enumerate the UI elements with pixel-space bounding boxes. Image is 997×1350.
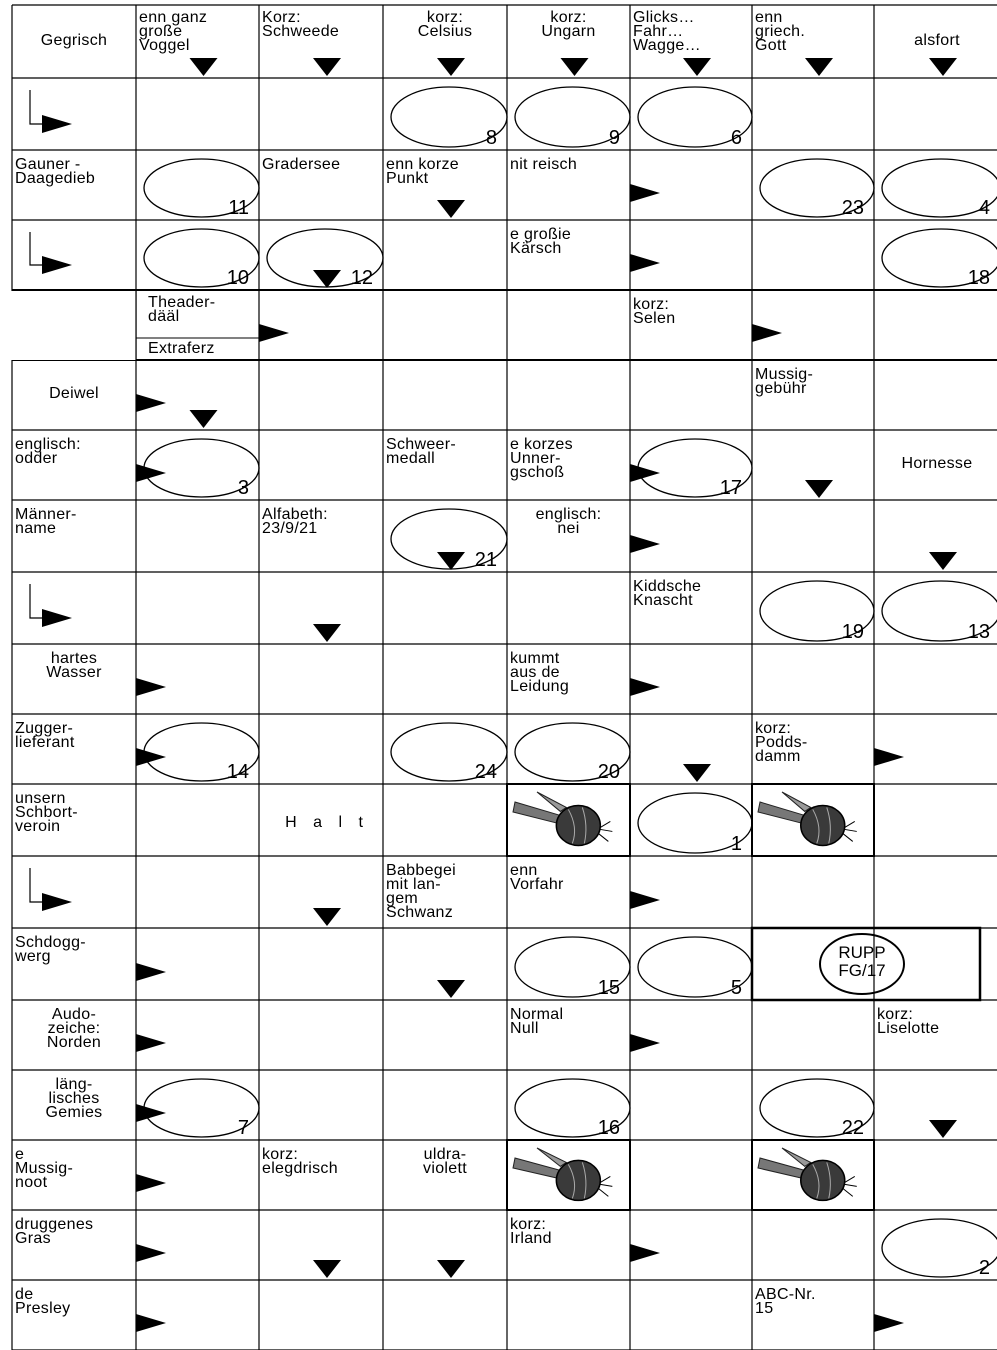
onion-bulb-icon <box>801 1160 845 1200</box>
down-arrow-icon <box>805 58 833 76</box>
clue-cell: korz: Irland <box>510 1216 552 1247</box>
clue-cell: korz: elegdrisch <box>262 1146 338 1177</box>
blank-cell <box>0 291 136 360</box>
right-arrow-icon <box>752 324 782 342</box>
circle-number: 3 <box>237 477 249 499</box>
right-arrow-icon <box>136 678 166 696</box>
clue-cell: Korz: Schweede <box>262 9 340 40</box>
circle-number: 6 <box>730 127 742 149</box>
clue-cell: korz: Selen <box>633 296 676 327</box>
clue-cell: de Presley <box>15 1286 71 1317</box>
clue-cell: e Mussig- noot <box>15 1146 74 1191</box>
down-arrow-icon <box>929 1120 957 1138</box>
right-arrow-icon <box>630 535 660 553</box>
clue-cell: Gegrisch <box>40 31 108 49</box>
down-arrow-icon <box>805 480 833 498</box>
clue-cell: Schdogg- werg <box>15 934 86 965</box>
clue-extraferz: Extraferz <box>148 340 215 357</box>
right-arrow-icon <box>630 1034 660 1052</box>
bent-arrow-icon <box>30 868 42 902</box>
clue-cell: nit reisch <box>510 156 578 173</box>
circle-number: 20 <box>597 761 620 783</box>
circle-number: 24 <box>474 761 497 783</box>
down-arrow-icon <box>561 58 589 76</box>
bent-arrow-icon <box>30 232 42 265</box>
clue-cell: Glicks… Fahr… Wagge… <box>633 9 701 54</box>
onion-bulb-icon <box>556 1160 600 1200</box>
clue-cell: läng- lisches Gemies <box>45 1076 103 1121</box>
clue-cell: alsfort <box>914 31 960 49</box>
clue-cell: unsern Schbort- veroin <box>15 790 78 835</box>
halt-label: H a l t <box>285 814 369 831</box>
clue-cell: korz: Podds- damm <box>755 720 808 765</box>
circle-number: 23 <box>841 197 864 219</box>
circle-number: 1 <box>730 833 742 855</box>
right-arrow-icon <box>874 748 904 766</box>
clue-cell: Alfabeth: 23/9/21 <box>262 506 328 537</box>
bent-arrow-head-icon <box>42 893 72 911</box>
down-arrow-icon <box>437 1260 465 1278</box>
clue-cell: e korzes Unner- gschoß <box>510 436 573 481</box>
bent-arrow-head-icon <box>42 609 72 627</box>
down-arrow-icon <box>313 1260 341 1278</box>
right-arrow-icon <box>630 1244 660 1262</box>
rupp-stamp: RUPP FG/17 <box>838 943 886 980</box>
circle-number: 15 <box>597 977 620 999</box>
circle-number: 11 <box>228 197 249 219</box>
clue-cell: englisch: odder <box>15 436 81 467</box>
clue-cell: Gauner - Daagedieb <box>15 156 96 187</box>
down-arrow-icon <box>437 980 465 998</box>
circle-number: 14 <box>226 761 249 783</box>
right-arrow-icon <box>630 184 660 202</box>
bent-arrow-head-icon <box>42 256 72 274</box>
clue-cell: kummt aus de Leidung <box>510 650 570 695</box>
clue-cell: enn ganz große Voggel <box>139 9 208 54</box>
circle-number: 4 <box>978 197 990 219</box>
down-arrow-icon <box>683 58 711 76</box>
circle-number: 17 <box>719 477 742 499</box>
right-arrow-icon <box>136 1174 166 1192</box>
clue-cell: Babbegei mit lan- gem Schwanz <box>386 862 457 921</box>
onion-bulb-icon <box>801 805 845 845</box>
down-arrow-icon <box>313 58 341 76</box>
clue-cell: englisch: nei <box>535 506 602 537</box>
down-arrow-icon <box>683 764 711 782</box>
down-arrow-icon <box>437 58 465 76</box>
clue-cell: Schweer- medall <box>386 436 456 467</box>
clue-cell: korz: Celsius <box>417 9 473 40</box>
down-arrow-icon <box>313 624 341 642</box>
clue-cell: enn Vorfahr <box>510 862 564 893</box>
right-arrow-icon <box>136 1104 166 1122</box>
clue-cell: hartes Wasser <box>46 650 102 681</box>
right-arrow-icon <box>136 963 166 981</box>
circle-number: 18 <box>967 267 990 289</box>
circle-number: 21 <box>474 549 497 571</box>
clue-cell: korz: Liselotte <box>877 1006 940 1037</box>
clue-cell: druggenes Gras <box>15 1216 94 1247</box>
clue-cell: ABC-Nr. 15 <box>755 1286 816 1317</box>
clue-cell: Zugger- lieferant <box>15 720 75 751</box>
circle-number: 2 <box>978 1257 990 1279</box>
right-arrow-icon <box>259 324 289 342</box>
right-arrow-icon <box>136 394 166 412</box>
circle-number: 9 <box>608 127 620 149</box>
clue-cell: Audo- zeiche: Norden <box>46 1006 102 1051</box>
bent-arrow-icon <box>30 90 42 124</box>
clue-cell: korz: Ungarn <box>541 9 596 40</box>
circle-number: 13 <box>967 621 990 643</box>
bent-arrow-head-icon <box>42 115 72 133</box>
down-arrow-icon <box>437 200 465 218</box>
right-arrow-icon <box>136 464 166 482</box>
right-arrow-icon <box>630 891 660 909</box>
circle-number: 10 <box>226 267 249 289</box>
clue-theater: Theader- dääl <box>148 294 216 325</box>
right-arrow-icon <box>630 678 660 696</box>
circle-number: 19 <box>841 621 864 643</box>
circle-number: 8 <box>485 127 497 149</box>
clue-cell: uldra- violett <box>423 1146 467 1177</box>
circle-number: 7 <box>237 1117 249 1139</box>
circle-number: 22 <box>841 1117 864 1139</box>
right-arrow-icon <box>136 1034 166 1052</box>
down-arrow-icon <box>190 58 218 76</box>
clue-cell: e großie Kärsch <box>510 226 572 257</box>
clue-cell: enn griech. Gott <box>755 9 806 54</box>
circle-number: 16 <box>597 1117 620 1139</box>
right-arrow-icon <box>630 464 660 482</box>
down-arrow-icon <box>929 58 957 76</box>
down-arrow-icon <box>437 552 465 570</box>
clue-cell: Kiddsche Knascht <box>633 578 702 609</box>
clue-cell: Gradersee <box>262 156 341 173</box>
right-arrow-icon <box>136 1244 166 1262</box>
bent-arrow-icon <box>30 584 42 618</box>
onion-bulb-icon <box>556 805 600 845</box>
down-arrow-icon <box>190 410 218 428</box>
clue-cell: enn korze Punkt <box>386 156 459 187</box>
down-arrow-icon <box>313 908 341 926</box>
right-arrow-icon <box>630 254 660 272</box>
clue-cell: Hornesse <box>901 455 973 472</box>
right-arrow-icon <box>136 748 166 766</box>
down-arrow-icon <box>313 270 341 288</box>
down-arrow-icon <box>929 552 957 570</box>
clue-cell: Deiwel <box>49 385 99 402</box>
right-arrow-icon <box>136 1314 166 1332</box>
circle-number: 12 <box>350 267 373 289</box>
clue-cell: Mussig- gebühr <box>755 366 814 397</box>
clue-cell: Normal Null <box>510 1006 564 1037</box>
clue-cell: Männer- name <box>15 506 77 537</box>
right-arrow-icon <box>874 1314 904 1332</box>
circle-number: 5 <box>730 977 742 999</box>
